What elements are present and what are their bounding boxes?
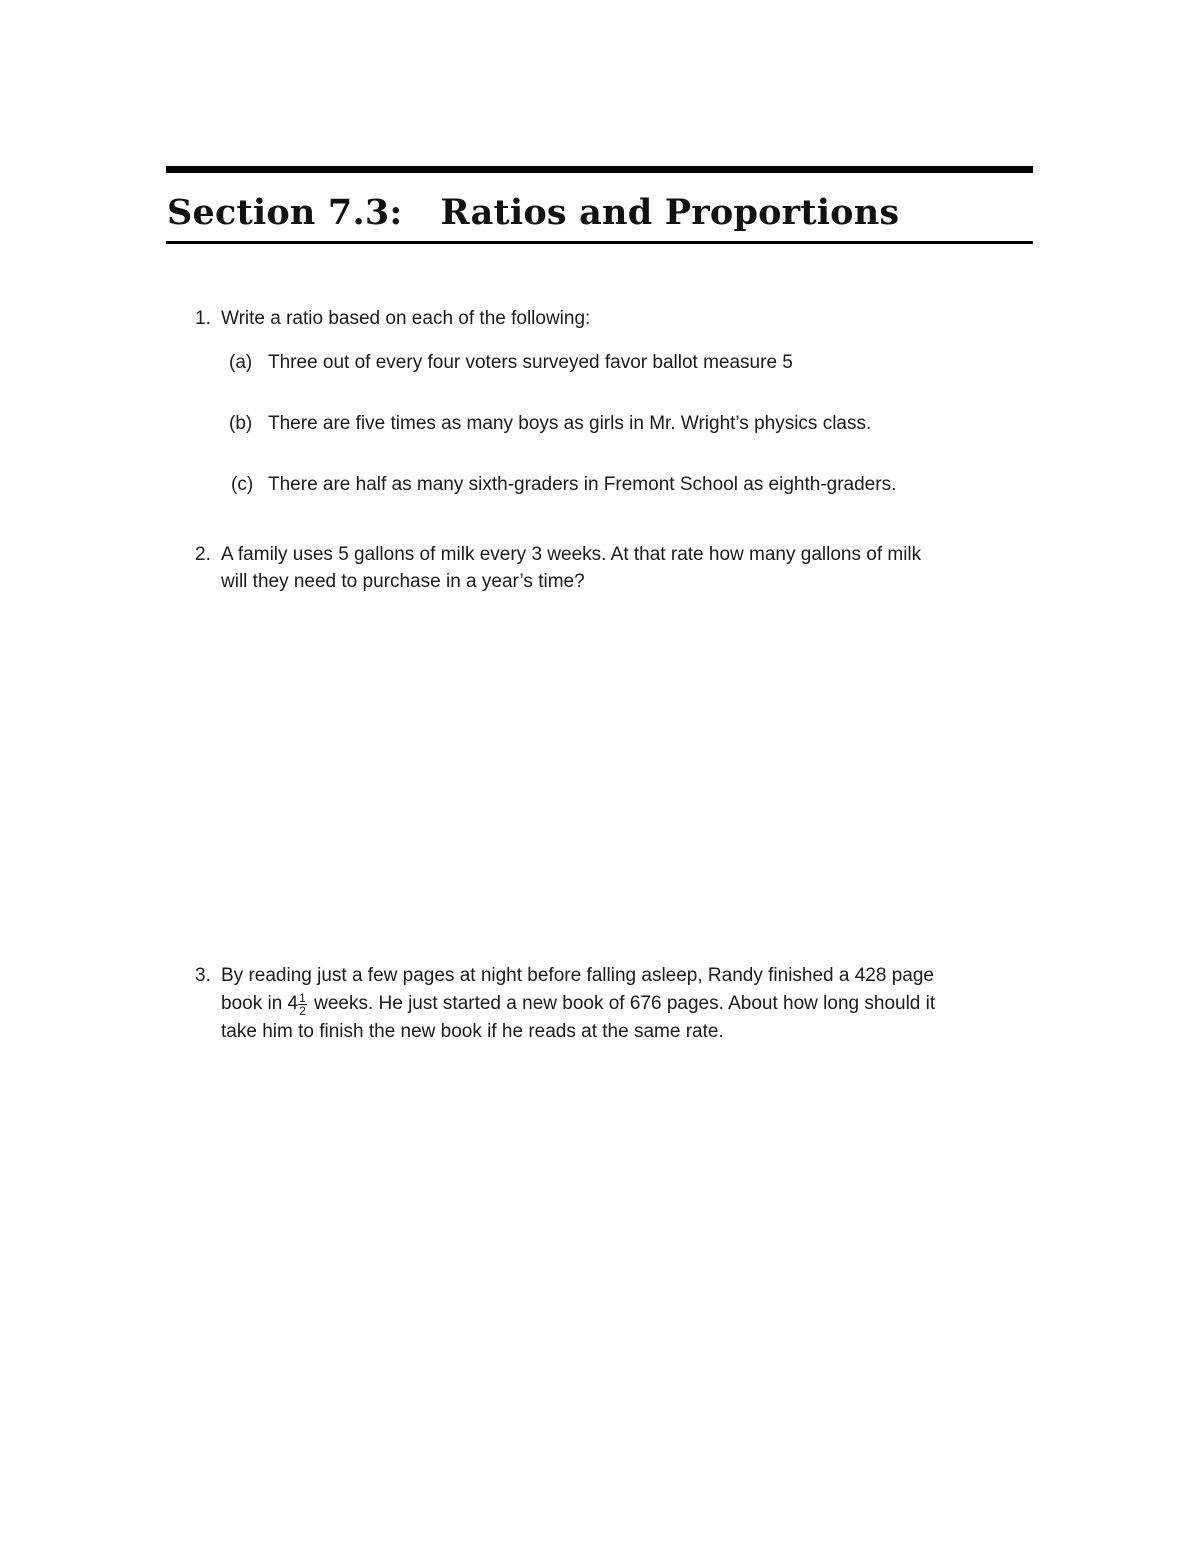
question-text-line-1: By reading just a few pages at night before falling asleep, Randy finished a 428 page: [221, 965, 934, 986]
part-label: (a): [229, 352, 253, 373]
text-before-fraction: book in 4: [221, 993, 299, 1014]
part-text: There are five times as many boys as girls in Mr. Wright’s physics class.: [268, 413, 872, 434]
mixed-number-fraction: [298, 992, 307, 1017]
section-label: Section 7.3:: [167, 192, 403, 233]
question-text-line-1: A family uses 5 gallons of milk every 3 weeks. At that rate how many gallons of milk: [221, 544, 922, 565]
question-text-line-2: will they need to purchase in a year’s time?: [221, 571, 585, 592]
part-text: Three out of every four voters surveyed favor ballot measure 5: [268, 352, 793, 373]
part-label: (b): [229, 413, 253, 434]
question-text: Write a ratio based on each of the following:: [221, 308, 591, 329]
question-text-line-3: take him to finish the new book if he reads at the same rate.: [221, 1021, 724, 1042]
section-name: Ratios and Proportions: [440, 192, 900, 233]
question-text-line-2: [221, 990, 935, 1017]
question-number: 1.: [195, 308, 211, 329]
part-label: (c): [231, 474, 254, 495]
fraction-numerator: 1: [299, 991, 306, 1005]
part-text: There are half as many sixth-graders in Fremont School as eighth-graders.: [268, 474, 897, 495]
fraction-denominator: 2: [299, 1004, 306, 1018]
text-after-fraction: weeks. He just started a new book of 676 pages. About how long should it: [308, 993, 936, 1014]
question-number: 3.: [195, 965, 211, 986]
question-number: 2.: [195, 544, 211, 565]
section-title: [167, 190, 899, 236]
header-top-rule: [166, 166, 1033, 173]
header-bottom-rule: [166, 241, 1033, 244]
